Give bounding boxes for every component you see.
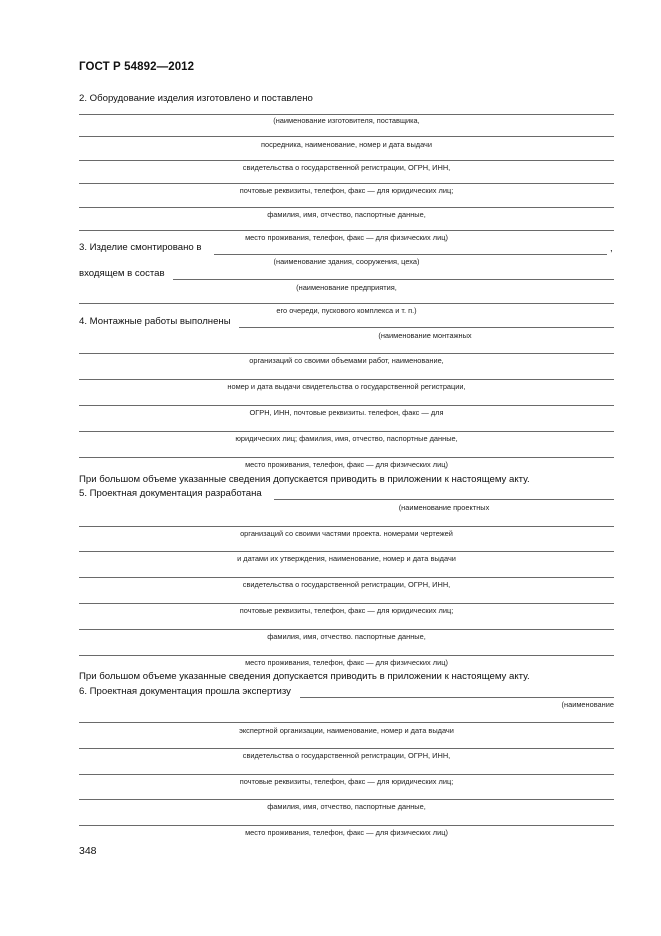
- fill-line: [79, 457, 614, 458]
- section3-label2: входящем в состав: [79, 268, 165, 279]
- caption: (наименование монтажных: [378, 331, 472, 340]
- caption: (наименование проектных: [398, 503, 490, 512]
- fill-line: [300, 697, 614, 698]
- fill-line: [79, 160, 614, 161]
- caption: юридических лиц; фамилия, имя, отчество, паспортные данные,: [235, 434, 458, 443]
- fill-line: [79, 577, 614, 578]
- fill-line: [239, 327, 614, 328]
- fill-line: [79, 230, 614, 231]
- section5-label: 5. Проектная документация разработана: [79, 488, 262, 499]
- fill-line: [79, 603, 614, 604]
- caption: номер и дата выдачи свидетельства о государственной регистрации,: [227, 382, 466, 391]
- caption: его очереди, пускового комплекса и т. п.): [276, 306, 417, 315]
- fill-line: [79, 799, 614, 800]
- section6-label: 6. Проектная документация прошла экспертизу: [79, 686, 291, 697]
- section2-label: 2. Оборудование изделия изготовлено и поставлено: [79, 93, 313, 104]
- fill-line: [79, 526, 614, 527]
- page-number: 348: [79, 845, 97, 857]
- caption: организаций со своими частями проекта. номерами чертежей: [240, 529, 453, 538]
- fill-line: [79, 722, 614, 723]
- caption: фамилия, имя, отчество. паспортные данные,: [267, 632, 426, 641]
- caption: почтовые реквизиты, телефон, факс — для юридических лиц;: [239, 186, 454, 195]
- caption: (наименование здания, сооружения, цеха): [273, 257, 420, 266]
- section4-label: 4. Монтажные работы выполнены: [79, 316, 231, 327]
- fill-line: [79, 655, 614, 656]
- caption: свидетельства о государственной регистрации, ОГРН, ИНН,: [242, 580, 451, 589]
- caption: почтовые реквизиты, телефон, факс — для юридических лиц;: [239, 777, 454, 786]
- fill-line: [79, 207, 614, 208]
- caption: ОГРН, ИНН, почтовые реквизиты. телефон, факс — для: [249, 408, 444, 417]
- fill-line: [79, 774, 614, 775]
- caption: (наименование: [561, 700, 614, 709]
- fill-line: [79, 748, 614, 749]
- comma: ,: [610, 243, 613, 254]
- fill-line: [79, 136, 614, 137]
- caption: почтовые реквизиты, телефон, факс — для юридических лиц;: [239, 606, 454, 615]
- fill-line: [79, 114, 614, 115]
- section4-note: При большом объеме указанные сведения допускается приводить в приложении к настоящему акту.: [79, 474, 530, 485]
- fill-line: [79, 629, 614, 630]
- fill-line: [79, 379, 614, 380]
- caption: (наименование предприятия,: [296, 283, 397, 292]
- fill-line: [173, 279, 614, 280]
- caption: свидетельства о государственной регистрации, ОГРН, ИНН,: [242, 163, 451, 172]
- caption: место проживания, телефон, факс — для физических лиц): [245, 460, 448, 469]
- section3-label: 3. Изделие смонтировано в: [79, 242, 202, 253]
- fill-line: [214, 254, 607, 255]
- fill-line: [79, 303, 614, 304]
- caption: и датами их утверждения, наименование, номер и дата выдачи: [237, 554, 456, 563]
- caption: место проживания, телефон, факс — для физических лиц): [245, 828, 448, 837]
- caption: посредника, наименование, номер и дата выдачи: [260, 140, 433, 149]
- caption: место проживания, телефон, факс — для физических лиц): [245, 233, 448, 242]
- fill-line: [79, 183, 614, 184]
- caption: фамилия, имя, отчество, паспортные данные,: [267, 210, 426, 219]
- fill-line: [79, 353, 614, 354]
- caption: организаций со своими объемами работ, наименование,: [249, 356, 444, 365]
- caption: (наименование изготовителя, поставщика,: [273, 116, 420, 125]
- caption: фамилия, имя, отчество, паспортные данные,: [267, 802, 426, 811]
- caption: место проживания, телефон, факс — для физических лиц): [245, 658, 448, 667]
- caption: экспертной организации, наименование, номер и дата выдачи: [239, 726, 454, 735]
- fill-line: [79, 551, 614, 552]
- page-header-title: ГОСТ Р 54892—2012: [79, 61, 195, 73]
- fill-line: [79, 431, 614, 432]
- fill-line: [79, 405, 614, 406]
- fill-line: [79, 825, 614, 826]
- section5-note: При большом объеме указанные сведения допускается приводить в приложении к настоящему акту.: [79, 671, 530, 682]
- fill-line: [274, 499, 614, 500]
- caption: свидетельства о государственной регистрации, ОГРН, ИНН,: [242, 751, 451, 760]
